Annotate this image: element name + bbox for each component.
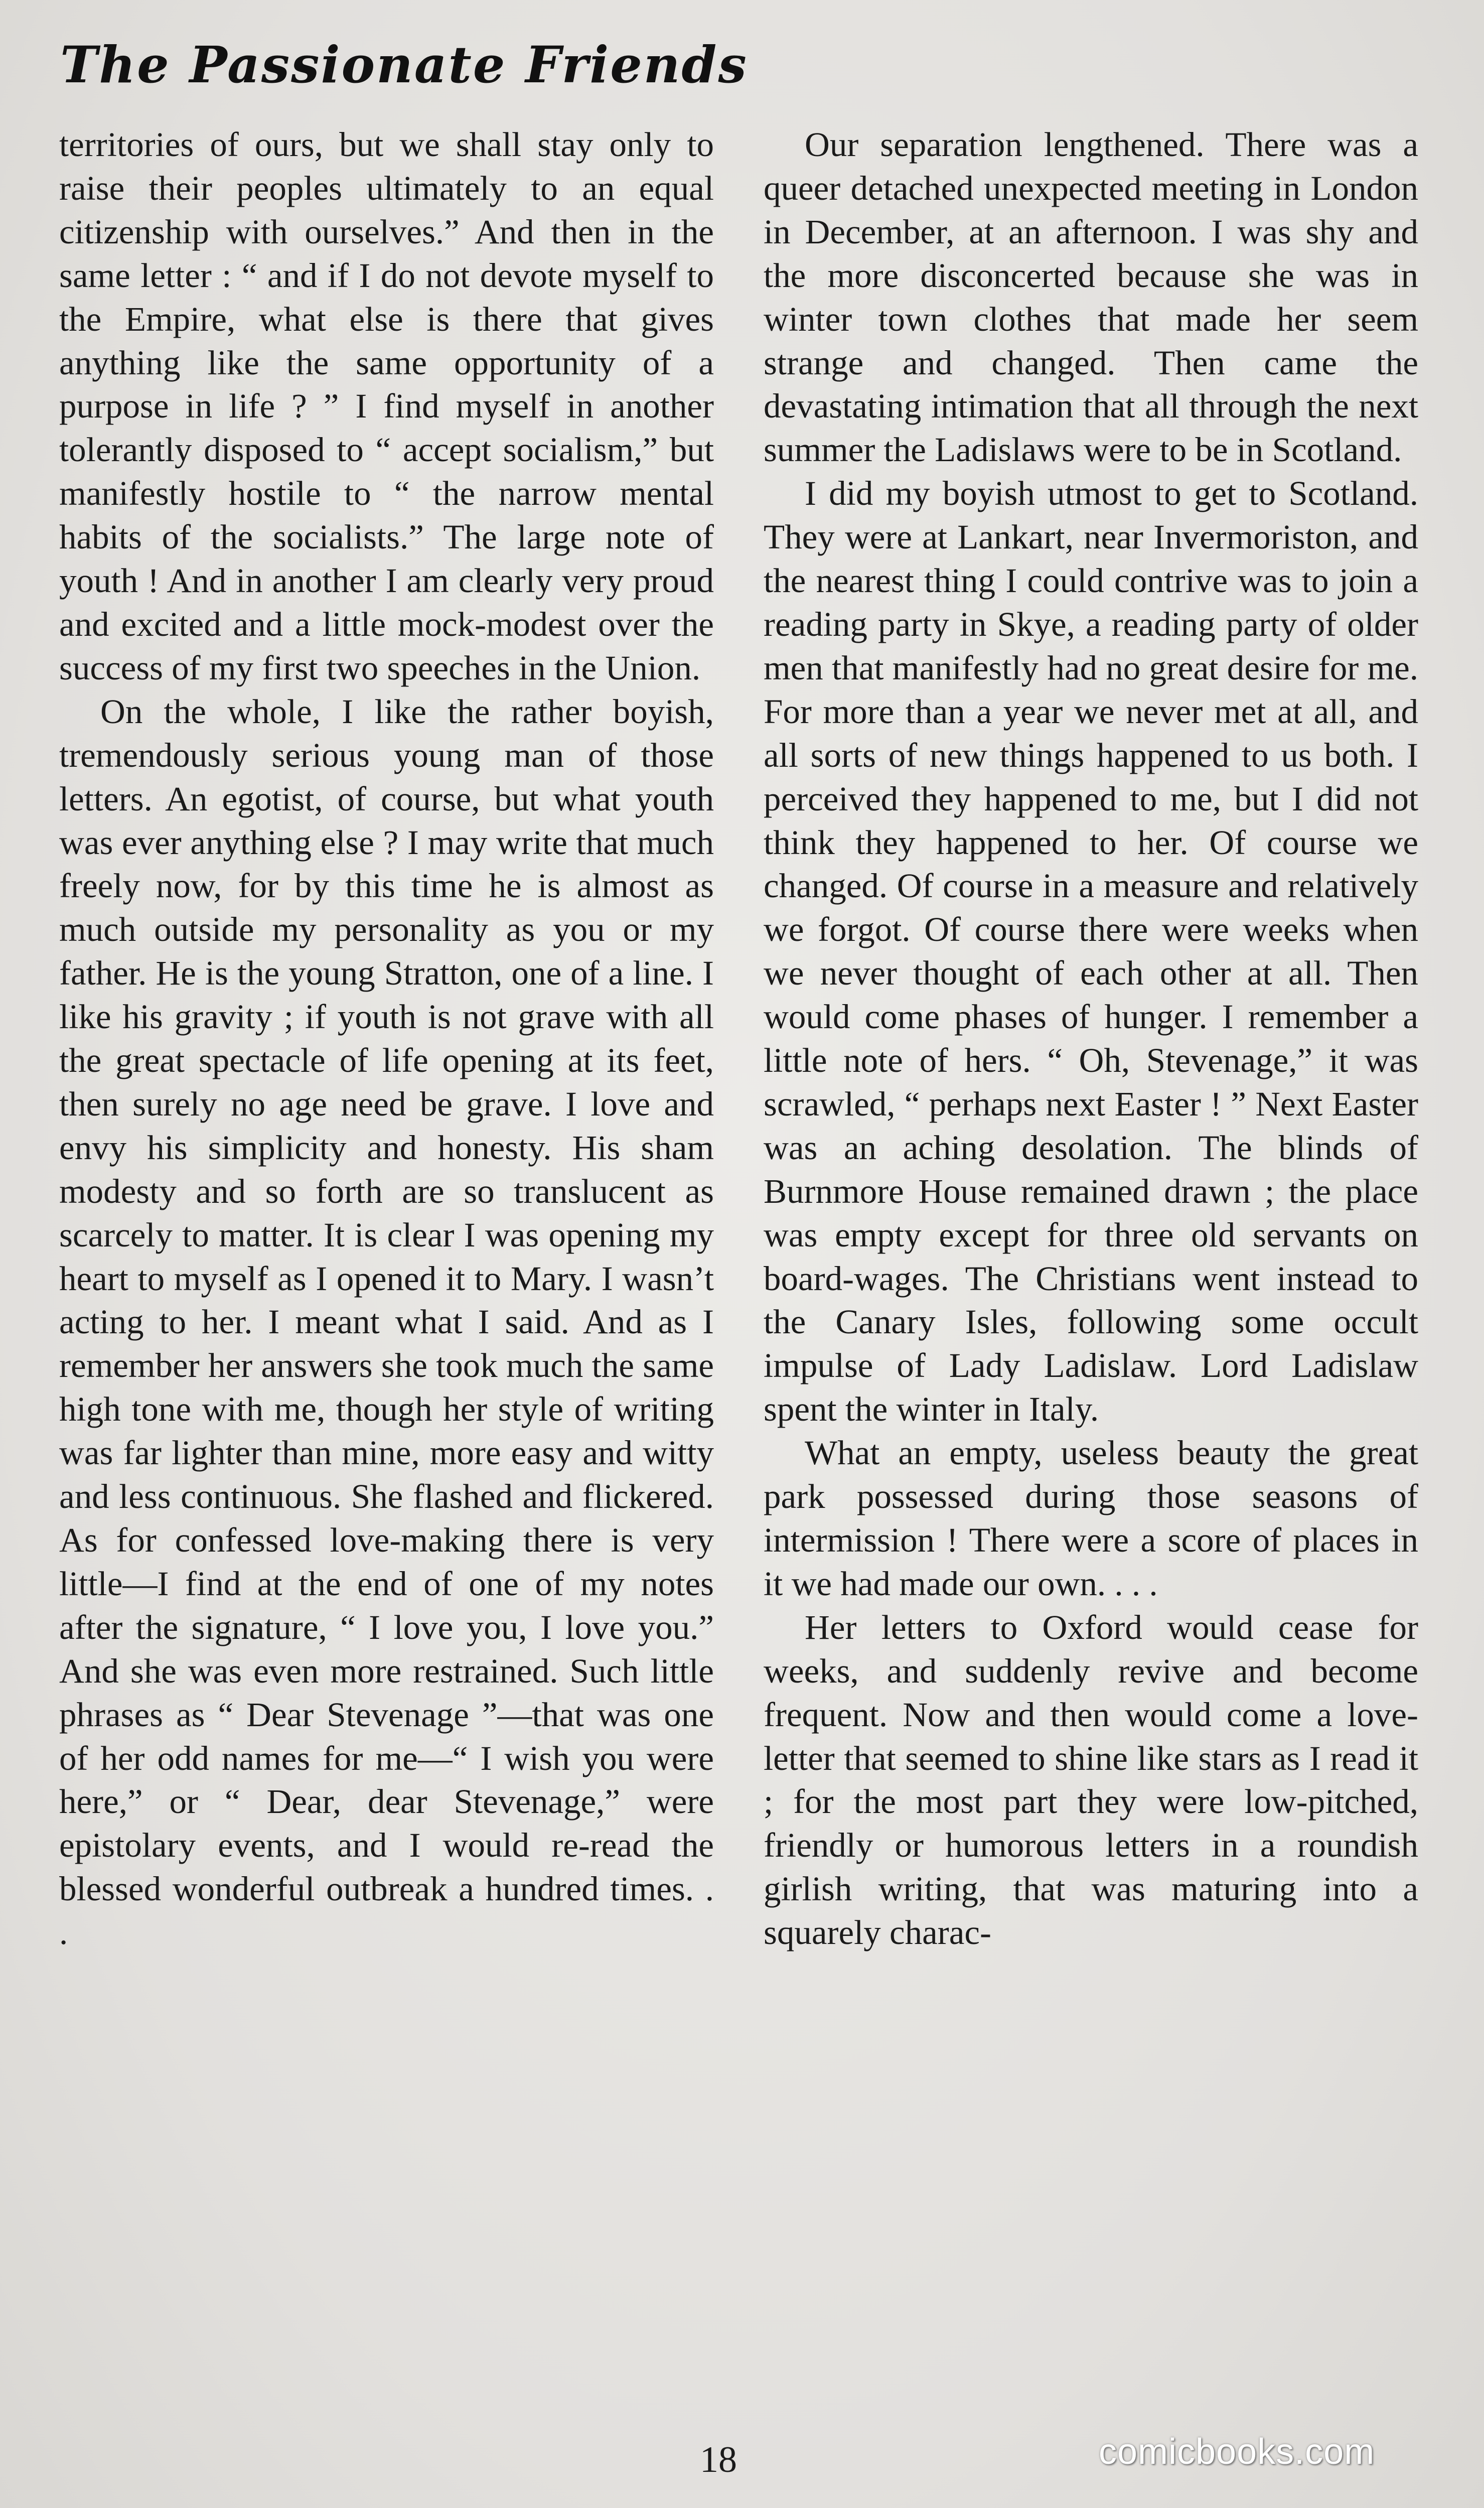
paragraph: territories of ours, but we shall stay only to raise their peoples ultimately to an equal citizenship with ourselves.” And then in the same letter : “ and if I do not devote myself to the Empire, what else is there that gives anything like the same opportunity of a purpose in life ? ” I find myself in another tolerantly disposed to “ accept socialism,” but manifestly hostile to “ the narrow mental habits of the socialists.” The large note of youth ! And in another I am clearly very proud and excited and a little mock-modest over the success of my first two speeches in the Union. <box>59 125 714 687</box>
watermark: comicbooks.com <box>1099 2432 1375 2472</box>
left-column <box>59 123 714 1955</box>
paragraph: Our separation lengthened. There was a queer detached unexpected meeting in London in December, at an afternoon. I was shy and the more disconcerted because she was in winter town clothes that made her seem strange and changed. Then came the devastating intimation that all through the next summer the Ladislaws were to be in Scotland. <box>764 125 1418 469</box>
paragraph: On the whole, I like the rather boyish, tremendously serious young man of those letters. An egotist, of course, but what youth was ever anything else ? I may write that much freely now, for by this time he is almost as much outside my personality as you or my father. He is the young Stratton, one of a line. I like his gravity ; if youth is not grave with all the great spectacle of life opening at its feet, then surely no age need be grave. I love and envy his simplicity and honesty. His sham modesty and so forth are so translucent as scarcely to matter. It is clear I was opening my heart to myself as I opened it to Mary. I wasn’t acting to her. I meant what I said. And as I remember her answers she took much the same high tone with me, though her style of writing was far lighter than mine, more easy and witty and less continuous. She flashed and flickered. As for confessed love-making there is very little—I find at the end of one of my notes after the signature, “ I love you, I love you.” And she was even more restrained. Such little phrases as “ Dear Stevenage ”—that was one of her odd names for me—“ I wish you were here,” or “ Dear, dear Stevenage,” were epistolary events, and I would re-read the blessed wonderful outbreak a hundred times. . . <box>59 692 714 1952</box>
page-title: The Passionate Friends <box>60 35 748 94</box>
paragraph: Her letters to Oxford would cease for weeks, and suddenly revive and become frequent. Now and then would come a love-letter that seemed to shine like stars as I read it ; for the most part they were low-pitched, friendly or humorous letters in a roundish girlish writing, that was maturing into a squarely charac- <box>764 1608 1418 1952</box>
paragraph: What an empty, useless beauty the great park possessed during those seasons of intermission ! There were a score of places in it we had made our own. . . . <box>764 1434 1418 1603</box>
page-number: 18 <box>700 2439 737 2480</box>
right-column <box>764 123 1418 1955</box>
paragraph: I did my boyish utmost to get to Scotland. They were at Lankart, near Invermoriston, and the nearest thing I could contrive was to join a reading party in Skye, a reading party of older men that manifestly had no great desire for me. For more than a year we never met at all, and all sorts of new things happened to us both. I perceived they happened to me, but I did not think they happened to her. Of course we changed. Of course in a measure and relatively we forgot. Of course there were weeks when we never thought of each other at all. Then would come phases of hunger. I remember a little note of hers. “ Oh, Stevenage,” it was scrawled, “ perhaps next Easter ! ” Next Easter was an aching desolation. The blinds of Burnmore House remained drawn ; the place was empty except for three old servants on board-wages. The Christians went instead to the Canary Isles, following some occult impulse of Lady Ladislaw. Lord Ladislaw spent the winter in Italy. <box>764 474 1418 1429</box>
